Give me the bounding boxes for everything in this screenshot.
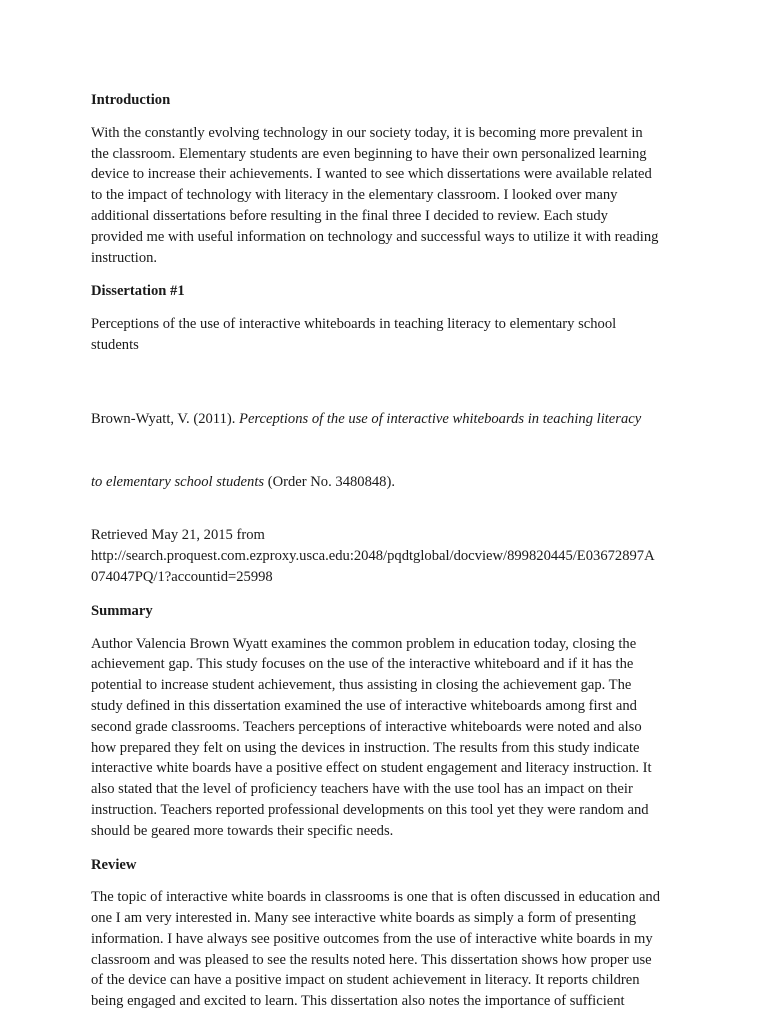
- text-line: instruction.: [91, 249, 158, 266]
- text-line: The topic of interactive white boards in classrooms is one that is often discussed in education and: [91, 889, 661, 906]
- text-line: information. I have always see positive outcomes from the use of interactive white boards in my: [91, 930, 653, 947]
- text-line: one I am very interested in. Many see interactive white boards as simply a form of presenting: [91, 910, 637, 927]
- text-line: additional dissertations before resulting in the final three I decided to review. Each study: [91, 207, 608, 224]
- text-line: being engaged and excited to learn. This dissertation also notes the importance of sufficient: [91, 993, 625, 1010]
- review-heading: Review: [91, 856, 137, 873]
- text-line: achievement gap. This study focuses on the use of the interactive whiteboard and if it has the: [91, 656, 634, 673]
- text-line: http://search.proquest.com.ezproxy.usca.edu:2048/pqdtglobal/docview/899820445/E03672897A: [91, 548, 655, 565]
- dissertation-1-retrieved: [91, 525, 684, 587]
- text-line: Author Valencia Brown Wyatt examines the common problem in education today, closing the: [91, 635, 637, 652]
- dissertation-1-citation: [91, 368, 684, 514]
- text-line: 074047PQ/1?accountid=25998: [91, 568, 273, 585]
- text-line: Retrieved May 21, 2015 from: [91, 527, 265, 544]
- text-line: to the impact of technology with literacy in the elementary classroom. I looked over many: [91, 187, 618, 204]
- text-line: the classroom. Elementary students are even beginning to have their own personalized learning: [91, 145, 647, 162]
- text-line: second grade classrooms. Teachers perceptions of interactive whiteboards were noted and also: [91, 718, 642, 735]
- text-line: students: [91, 336, 139, 353]
- introduction-paragraph: [91, 123, 684, 269]
- citation-order-number: (Order No. 3480848).: [264, 473, 395, 490]
- text-line: Perceptions of the use of interactive whiteboards in teaching literacy to elementary school: [91, 316, 617, 333]
- text-line: also stated that the level of proficiency teachers have with the use tool has an impact on their: [91, 781, 633, 798]
- citation-title-part-1: Perceptions of the use of interactive whiteboards in teaching literacy: [239, 411, 642, 428]
- text-line: study defined in this dissertation examined the use of interactive whiteboards among first and: [91, 697, 637, 714]
- dissertation-1-heading: Dissertation #1: [91, 283, 185, 300]
- text-line: device to increase their achievements. I wanted to see which dissertations were available related: [91, 166, 652, 183]
- citation-title-part-2: to elementary school students: [91, 473, 265, 490]
- text-line: provided me with useful information on technology and successful ways to utilize it with reading: [91, 228, 659, 245]
- text-line: interactive white boards have a positive effect on student engagement and literacy instruction. It: [91, 760, 652, 777]
- review-paragraph: [91, 887, 684, 1012]
- text-line: With the constantly evolving technology in our society today, it is becoming more prevalent in: [91, 124, 643, 141]
- text-line: potential to increase student achievement, thus assisting in closing the achievement gap. The: [91, 677, 632, 694]
- introduction-heading: Introduction: [91, 92, 171, 108]
- summary-heading: Summary: [91, 602, 153, 619]
- text-line: of the device can have a positive impact on student achievement in literacy. It reports children: [91, 972, 640, 989]
- text-line: should be geared more towards their specific needs.: [91, 822, 394, 839]
- citation-author: Brown-Wyatt, V. (2011).: [91, 411, 240, 428]
- text-line: instruction. Teachers reported professional developments on this tool yet they were random and: [91, 801, 649, 818]
- text-line: how prepared they felt on using the devices in instruction. The results from this study indicate: [91, 739, 640, 756]
- text-line: classroom and was pleased to see the results noted here. This dissertation shows how proper use: [91, 951, 652, 968]
- dissertation-1-title: [91, 314, 684, 356]
- summary-paragraph: [91, 634, 684, 842]
